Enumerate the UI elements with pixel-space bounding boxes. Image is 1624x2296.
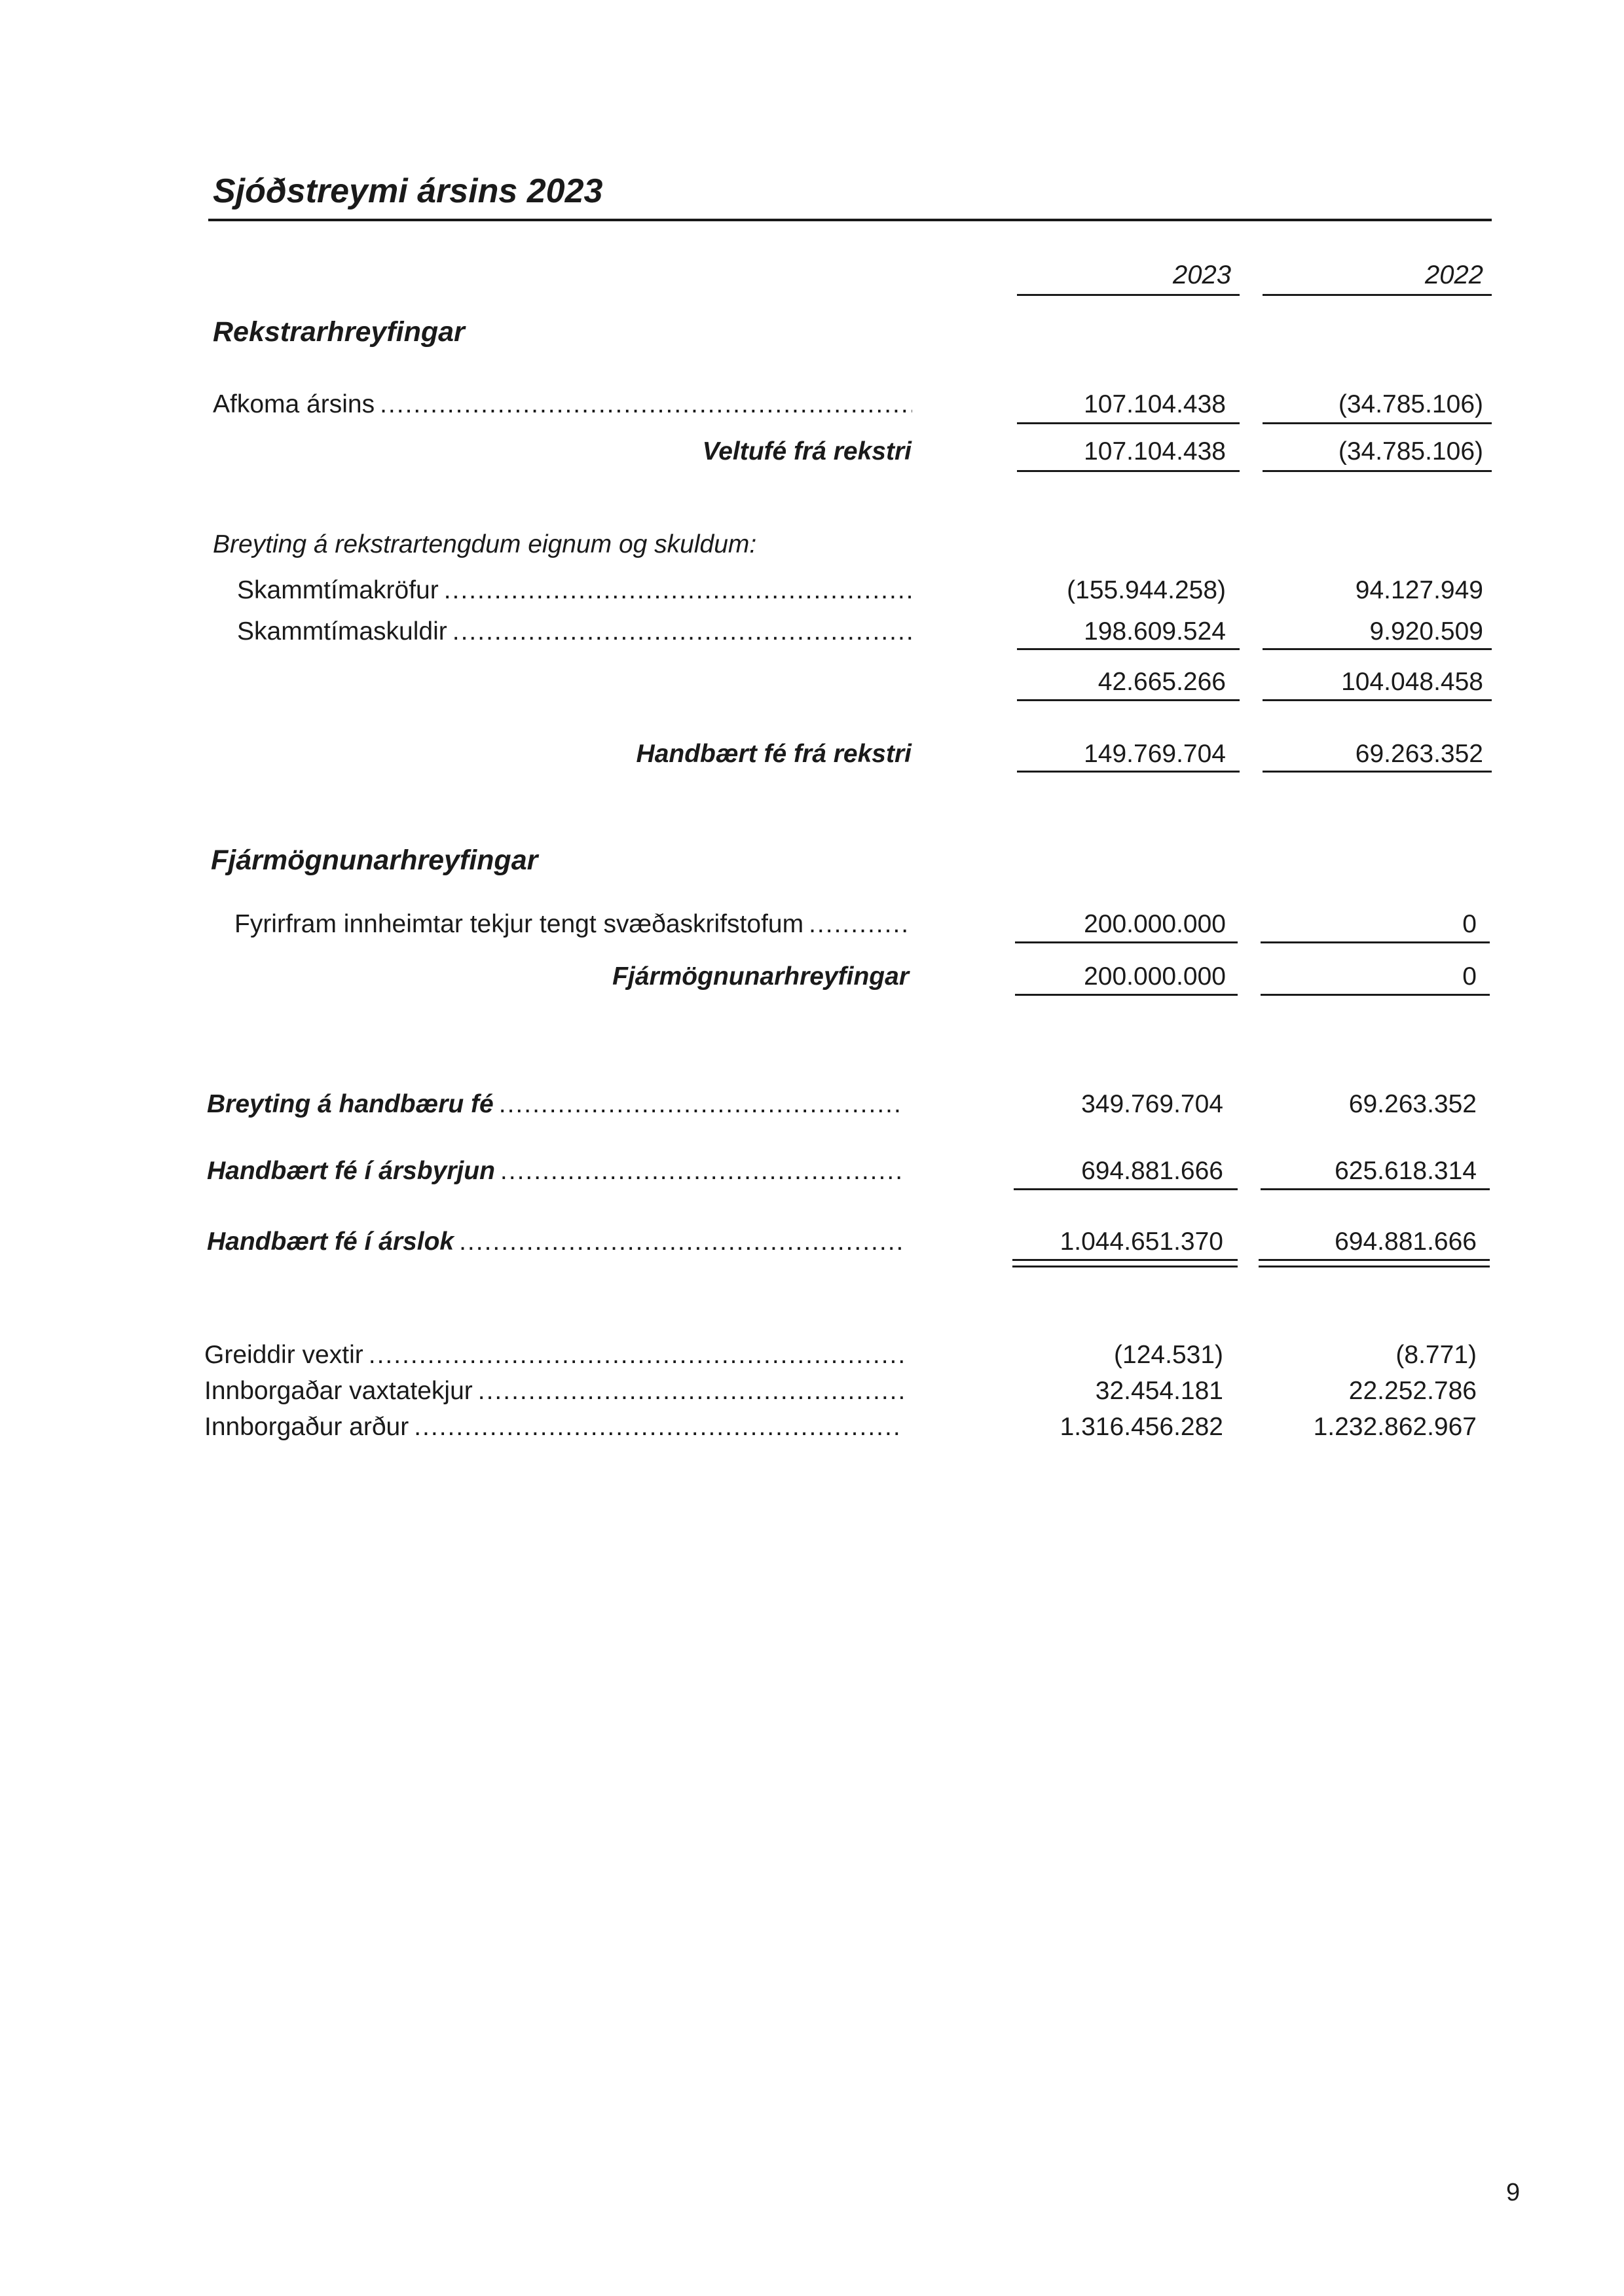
row-label-dividends-received (204, 1413, 904, 1442)
value-interest-paid-prior: (8.771) (1395, 1341, 1477, 1369)
leader-dots (414, 1413, 904, 1442)
subtotal-label-working-capital: Veltufé frá rekstri (702, 437, 912, 465)
rule-cash-beginning-prior (1261, 1188, 1490, 1190)
page-number: 9 (1506, 2179, 1521, 2206)
double-rule-bottom-prior (1259, 1266, 1490, 1267)
value-interest-received-current: 32.454.181 (1095, 1377, 1223, 1405)
payables-label: Skammtímaskuldir (237, 617, 447, 646)
page-title: Sjóðstreymi ársins 2023 (213, 172, 603, 210)
interest-received-label: Innborgaðar vaxtatekjur (204, 1377, 473, 1405)
value-financing-total-prior: 0 (1462, 962, 1477, 991)
leader-dots (444, 576, 912, 605)
value-payables-prior: 9.920.509 (1369, 617, 1483, 646)
change-in-cash-label: Breyting á handbæru fé (207, 1090, 494, 1118)
leader-dots (452, 617, 912, 646)
value-receivables-prior: 94.127.949 (1355, 576, 1483, 604)
row-label-profit (213, 390, 912, 419)
value-profit-current: 107.104.438 (1084, 390, 1226, 418)
subtotal-label-financing: Fjármögnunarhreyfingar (612, 962, 909, 991)
rule-payables-prior (1263, 648, 1492, 650)
row-label-cash-end (207, 1228, 901, 1256)
double-rule-top-current (1012, 1259, 1238, 1261)
interest-paid-label: Greiddir vextir (204, 1341, 363, 1369)
value-cash-from-operations-prior: 69.263.352 (1355, 740, 1483, 768)
column-header-prior-year: 2022 (1425, 261, 1483, 289)
column-header-rule-current (1017, 294, 1240, 296)
row-label-receivables (237, 576, 912, 605)
section-heading-operating: Rekstrarhreyfingar (213, 316, 465, 348)
value-changes-total-current: 42.665.266 (1098, 668, 1226, 696)
leader-dots (380, 390, 912, 419)
value-financing-total-current: 200.000.000 (1084, 962, 1226, 991)
rule-prepaid-prior (1261, 941, 1490, 943)
rule-changes-total-current (1017, 699, 1240, 701)
cash-end-label: Handbært fé í árslok (207, 1228, 454, 1256)
leader-dots (809, 910, 908, 939)
row-label-prepaid (234, 910, 908, 939)
value-working-capital-prior: (34.785.106) (1338, 437, 1483, 465)
double-rule-top-prior (1259, 1259, 1490, 1261)
rule-changes-total-prior (1263, 699, 1492, 701)
profit-label: Afkoma ársins (213, 390, 375, 418)
value-receivables-current: (155.944.258) (1067, 576, 1226, 604)
column-header-current-year: 2023 (1173, 261, 1231, 289)
value-dividends-received-current: 1.316.456.282 (1060, 1413, 1223, 1441)
leader-dots (478, 1377, 904, 1406)
value-cash-end-current: 1.044.651.370 (1060, 1228, 1223, 1256)
prepaid-label: Fyrirfram innheimtar tekjur tengt svæðaskrifstofum (234, 910, 804, 938)
rule-financing-total-prior (1261, 994, 1490, 996)
row-label-payables (237, 617, 912, 646)
title-rule (208, 219, 1492, 221)
value-cash-beginning-current: 694.881.666 (1081, 1157, 1223, 1185)
rule-profit-current (1017, 422, 1240, 424)
value-cash-beginning-prior: 625.618.314 (1335, 1157, 1477, 1185)
rule-prepaid-current (1015, 941, 1238, 943)
value-prepaid-current: 200.000.000 (1084, 910, 1226, 938)
value-working-capital-current: 107.104.438 (1084, 437, 1226, 465)
value-profit-prior: (34.785.106) (1338, 390, 1483, 418)
changes-heading: Breyting á rekstrartengdum eignum og skuldum: (213, 530, 757, 558)
leader-dots (499, 1090, 904, 1119)
row-label-interest-paid (204, 1341, 904, 1370)
rule-financing-total-current (1015, 994, 1238, 996)
subtotal-label-cash-from-operations: Handbært fé frá rekstri (636, 740, 912, 768)
cash-beginning-label: Handbært fé í ársbyrjun (207, 1157, 495, 1185)
section-heading-financing: Fjármögnunarhreyfingar (211, 845, 538, 876)
rule-profit-prior (1263, 422, 1492, 424)
value-changes-total-prior: 104.048.458 (1341, 668, 1483, 696)
double-rule-bottom-current (1012, 1266, 1238, 1267)
dividends-received-label: Innborgaður arður (204, 1413, 409, 1441)
value-interest-received-prior: 22.252.786 (1348, 1377, 1477, 1405)
value-prepaid-prior: 0 (1462, 910, 1477, 938)
receivables-label: Skammtímakröfur (237, 576, 439, 604)
value-change-in-cash-current: 349.769.704 (1081, 1090, 1223, 1118)
value-cash-end-prior: 694.881.666 (1335, 1228, 1477, 1256)
row-label-cash-beginning (207, 1157, 904, 1186)
value-interest-paid-current: (124.531) (1114, 1341, 1223, 1369)
rule-cash-beginning-current (1014, 1188, 1238, 1190)
leader-dots (459, 1228, 901, 1256)
value-cash-from-operations-current: 149.769.704 (1084, 740, 1226, 768)
value-dividends-received-prior: 1.232.862.967 (1313, 1413, 1477, 1441)
rule-cash-from-operations-current (1017, 771, 1240, 773)
leader-dots (369, 1341, 904, 1370)
value-change-in-cash-prior: 69.263.352 (1348, 1090, 1477, 1118)
value-payables-current: 198.609.524 (1084, 617, 1226, 646)
rule-working-capital-current (1017, 470, 1240, 472)
rule-payables-current (1017, 648, 1240, 650)
row-label-interest-received (204, 1377, 904, 1406)
leader-dots (500, 1157, 904, 1186)
column-header-rule-prior (1263, 294, 1492, 296)
rule-cash-from-operations-prior (1263, 771, 1492, 773)
rule-working-capital-prior (1263, 470, 1492, 472)
row-label-change-in-cash (207, 1090, 904, 1119)
